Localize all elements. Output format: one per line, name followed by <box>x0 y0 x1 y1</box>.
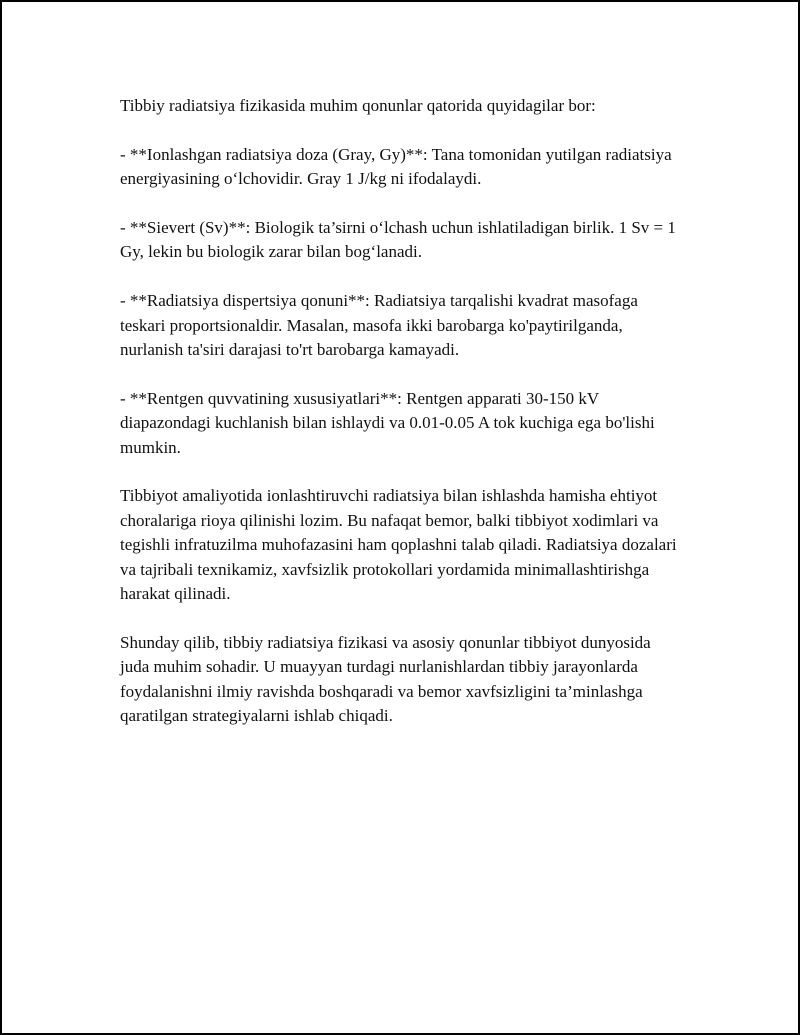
list-item-dispersion-law: - **Radiatsiya dispertsiya qonuni**: Radiatsiya tarqalishi kvadrat masofaga teskari proportsionaldir. Masalan, masofa ikki barobarga ko'paytirilganda, nurlanish ta'siri darajasi to'rt barobarga kamayadi. <box>120 291 638 360</box>
list-item-gray: - **Ionlashgan radiatsiya doza (Gray, Gy)**: Tana tomonidan yutilgan radiatsiya energiyasining o‘lchovidir. Gray 1 J/kg ni ifodalaydi. <box>120 144 672 189</box>
intro-paragraph: Tibbiy radiatsiya fizikasida muhim qonunlar qatorida quyidagilar bor: <box>120 96 596 115</box>
conclusion-paragraph: Shunday qilib, tibbiy radiatsiya fizikasi va asosiy qonunlar tibbiyot dunyosida juda muhim sohadir. U muayyan turdagi nurlanishlardan tibbiy jarayonlarda foydalanishni ilmiy ravishda boshqaradi va bemor xavfsizligini ta’minlashga qaratilgan strategiyalarni ishlab chiqadi. <box>120 632 651 726</box>
document-body <box>120 94 680 753</box>
list-item-xray-power: - **Rentgen quvvatining xususiyatlari**: Rentgen apparati 30-150 kV diapazondagi kuchlanish bilan ishlaydi va 0.01-0.05 A tok kuchiga ega bo'lishi mumkin. <box>120 388 655 457</box>
list-item-sievert: - **Sievert (Sv)**: Biologik ta’sirni o‘lchash uchun ishlatiladigan birlik. 1 Sv = 1 Gy, lekin bu biologik zarar bilan bog‘lanadi. <box>120 218 676 262</box>
safety-paragraph: Tibbiyot amaliyotida ionlashtiruvchi radiatsiya bilan ishlashda hamisha ehtiyot choralariga rioya qilinishi lozim. Bu nafaqat bemor, balki tibbiyot xodimlari va tegishli infratuzilma muhofazasini ham qoplashni talab qiladi. Radiatsiya dozalari va tajribali texnikamiz, xavfsizlik protokollari yordamida minimallashtirishga harakat qilinadi. <box>120 486 677 604</box>
